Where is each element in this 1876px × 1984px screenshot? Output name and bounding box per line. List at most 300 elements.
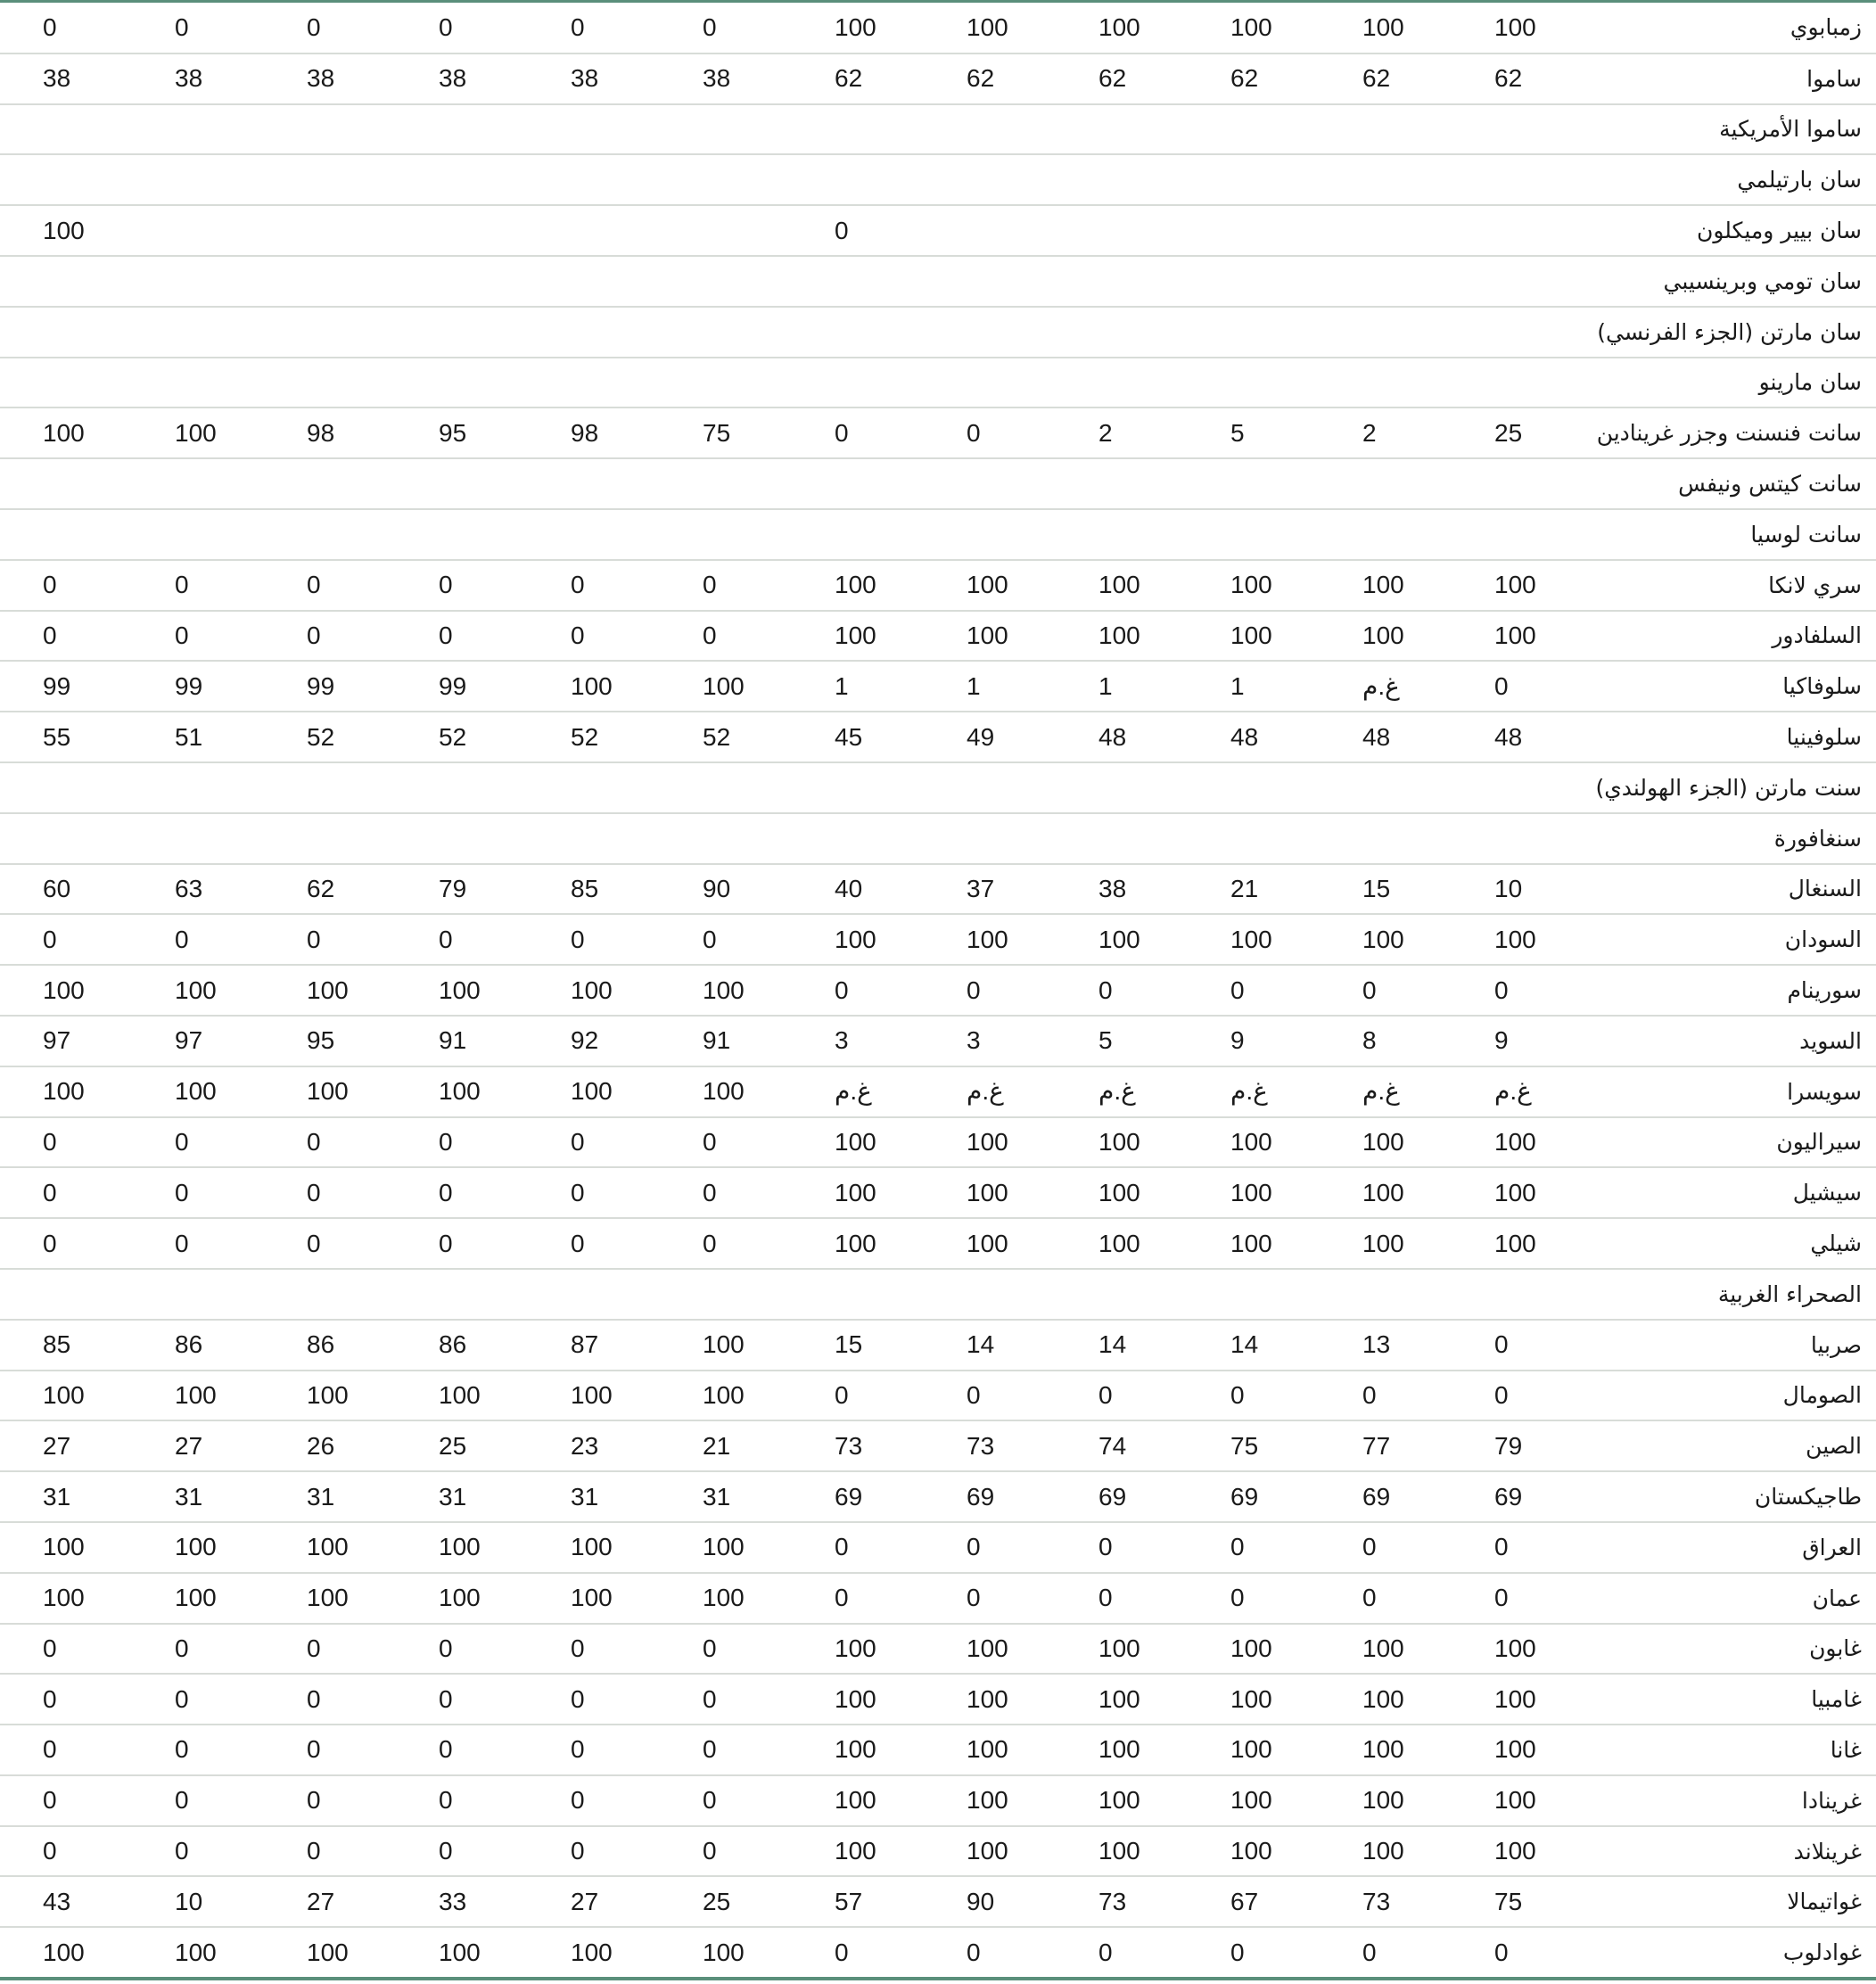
table-cell-value: 100: [792, 914, 924, 965]
table-cell-value: 100: [1188, 914, 1320, 965]
table-cell-value: 0: [0, 1826, 132, 1877]
table-cell-value: 0: [396, 611, 528, 662]
table-cell-value: [132, 205, 264, 256]
table-cell-value: 100: [528, 965, 660, 1016]
table-cell-value: 100: [660, 1573, 792, 1624]
table-row: [0, 560, 1876, 611]
table-cell-value: 100: [1056, 1167, 1188, 1218]
table-cell-value: 0: [132, 1167, 264, 1218]
table-cell-value: [264, 458, 396, 509]
table-cell-value: 100: [924, 914, 1056, 965]
table-cell-value: 100: [396, 1927, 528, 1978]
table-cell-value: 1: [792, 661, 924, 712]
table-cell-value: 0: [132, 1624, 264, 1675]
table-cell-value: 0: [1452, 965, 1584, 1016]
table-cell-value: [1452, 307, 1584, 358]
table-cell-value: 1: [1188, 661, 1320, 712]
table-cell-country: سورينام: [1584, 965, 1876, 1016]
table-row: [0, 205, 1876, 256]
table-cell-value: [1452, 1269, 1584, 1320]
table-cell-value: 100: [1320, 914, 1452, 965]
table-cell-value: [924, 256, 1056, 307]
table-cell-value: [528, 813, 660, 864]
table-cell-value: 0: [264, 611, 396, 662]
table-cell-country: سان بارتيلمي: [1584, 154, 1876, 205]
table-cell-value: 27: [264, 1876, 396, 1927]
table-cell-value: 100: [1188, 1775, 1320, 1826]
table-cell-value: 100: [0, 965, 132, 1016]
table-row: [0, 358, 1876, 408]
table-cell-value: 38: [396, 54, 528, 104]
table-cell-value: 99: [264, 661, 396, 712]
table-row: [0, 54, 1876, 104]
table-cell-value: 100: [1188, 1218, 1320, 1269]
table-cell-value: 79: [1452, 1420, 1584, 1471]
table-cell-value: 100: [1320, 611, 1452, 662]
table-cell-country: سان بيير وميكلون: [1584, 205, 1876, 256]
table-cell-value: 48: [1188, 712, 1320, 762]
table-cell-value: [924, 1269, 1056, 1320]
table-cell-value: 85: [0, 1320, 132, 1371]
table-cell-value: [396, 358, 528, 408]
table-cell-value: 69: [792, 1471, 924, 1522]
table-row: [0, 1624, 1876, 1675]
table-cell-value: 100: [528, 1371, 660, 1421]
table-cell-value: [396, 256, 528, 307]
table-cell-value: [924, 813, 1056, 864]
table-cell-value: 100: [1452, 1674, 1584, 1725]
table-cell-value: 100: [1320, 1117, 1452, 1168]
table-cell-value: 31: [528, 1471, 660, 1522]
table-cell-value: [528, 1269, 660, 1320]
table-cell-value: [1056, 154, 1188, 205]
table-cell-country: سلوفينيا: [1584, 712, 1876, 762]
table-cell-value: [1188, 458, 1320, 509]
table-cell-value: 62: [264, 864, 396, 915]
table-cell-value: 25: [660, 1876, 792, 1927]
table-cell-country: سنغافورة: [1584, 813, 1876, 864]
table-cell-value: 45: [792, 712, 924, 762]
table-cell-value: 31: [396, 1471, 528, 1522]
table-cell-country: سلوفاكيا: [1584, 661, 1876, 712]
table-cell-value: 100: [924, 1167, 1056, 1218]
table-cell-country: غرينلاند: [1584, 1826, 1876, 1877]
table-cell-value: 38: [1056, 864, 1188, 915]
table-cell-value: [660, 256, 792, 307]
table-cell-value: [264, 358, 396, 408]
table-cell-value: 100: [1320, 1775, 1452, 1826]
table-cell-value: 100: [264, 965, 396, 1016]
table-cell-value: 74: [1056, 1420, 1188, 1471]
table-cell-value: 100: [1188, 611, 1320, 662]
table-cell-value: [1056, 307, 1188, 358]
table-row: [0, 762, 1876, 813]
table-cell-value: 100: [1452, 3, 1584, 54]
table-cell-value: 100: [396, 1522, 528, 1573]
table-cell-value: [1452, 154, 1584, 205]
table-cell-value: 100: [1452, 560, 1584, 611]
table-cell-value: [1188, 104, 1320, 155]
table-cell-value: 100: [660, 1371, 792, 1421]
table-cell-value: 0: [660, 1117, 792, 1168]
table-cell-value: 100: [1188, 560, 1320, 611]
table-cell-value: [132, 358, 264, 408]
table-cell-value: [1188, 154, 1320, 205]
table-cell-value: [396, 154, 528, 205]
table-cell-value: 100: [396, 1371, 528, 1421]
table-cell-value: 69: [924, 1471, 1056, 1522]
table-cell-value: 100: [264, 1522, 396, 1573]
table-cell-value: 100: [1452, 1218, 1584, 1269]
table-cell-value: 0: [396, 1117, 528, 1168]
table-cell-value: 92: [528, 1016, 660, 1066]
table-cell-value: 38: [528, 54, 660, 104]
table-cell-value: [660, 205, 792, 256]
table-cell-value: [264, 205, 396, 256]
table-cell-value: 100: [0, 1573, 132, 1624]
table-cell-value: 95: [396, 408, 528, 458]
table-cell-value: 100: [1452, 611, 1584, 662]
table-row: [0, 1167, 1876, 1218]
table-cell-value: 0: [264, 1674, 396, 1725]
table-cell-value: 0: [528, 1117, 660, 1168]
table-cell-value: 38: [264, 54, 396, 104]
table-cell-value: 0: [660, 1167, 792, 1218]
table-cell-value: 5: [1056, 1016, 1188, 1066]
table-cell-value: 0: [1056, 1573, 1188, 1624]
table-cell-value: 5: [1188, 408, 1320, 458]
table-cell-value: [264, 813, 396, 864]
table-cell-value: 86: [264, 1320, 396, 1371]
table-cell-value: [264, 1269, 396, 1320]
table-cell-value: [792, 104, 924, 155]
table-cell-value: 0: [528, 1674, 660, 1725]
table-cell-value: 62: [1320, 54, 1452, 104]
table-cell-value: [396, 205, 528, 256]
table-cell-value: 100: [1452, 1826, 1584, 1877]
table-cell-value: 100: [1320, 1826, 1452, 1877]
table-cell-value: [132, 104, 264, 155]
table-cell-value: 0: [396, 1624, 528, 1675]
table-cell-value: 2: [1320, 408, 1452, 458]
table-cell-value: 0: [1452, 1371, 1584, 1421]
table-cell-value: 0: [132, 3, 264, 54]
table-cell-value: 0: [660, 1775, 792, 1826]
table-cell-value: [1320, 762, 1452, 813]
table-cell-value: 69: [1452, 1471, 1584, 1522]
table-cell-value: 90: [924, 1876, 1056, 1927]
table-cell-value: 38: [132, 54, 264, 104]
table-cell-value: 0: [1452, 1573, 1584, 1624]
table-cell-value: [924, 154, 1056, 205]
table-cell-value: 0: [264, 3, 396, 54]
table-row: [0, 509, 1876, 560]
table-cell-value: [1320, 358, 1452, 408]
table-cell-value: 100: [660, 1066, 792, 1117]
table-cell-value: 100: [1320, 1725, 1452, 1775]
table-row: [0, 1320, 1876, 1371]
table-cell-value: 0: [1188, 1927, 1320, 1978]
table-cell-value: 0: [0, 1674, 132, 1725]
table-cell-value: 27: [528, 1876, 660, 1927]
table-cell-value: [264, 509, 396, 560]
table-cell-value: 100: [1452, 1725, 1584, 1775]
table-cell-value: [396, 307, 528, 358]
table-cell-value: [528, 154, 660, 205]
table-cell-value: [792, 458, 924, 509]
table-cell-value: [132, 1269, 264, 1320]
table-cell-value: 0: [132, 560, 264, 611]
table-cell-value: 100: [792, 1674, 924, 1725]
table-cell-value: [132, 458, 264, 509]
table-cell-value: 63: [132, 864, 264, 915]
table-cell-value: 100: [132, 1573, 264, 1624]
table-cell-value: 0: [132, 1725, 264, 1775]
table-cell-value: غ.م: [1320, 1066, 1452, 1117]
table-cell-value: 0: [792, 1927, 924, 1978]
table-cell-value: 100: [792, 1775, 924, 1826]
table-cell-value: [132, 256, 264, 307]
table-cell-value: [1188, 762, 1320, 813]
table-cell-value: غ.م: [1320, 661, 1452, 712]
table-cell-value: 0: [0, 1167, 132, 1218]
table-cell-value: 0: [396, 1218, 528, 1269]
table-cell-value: 0: [792, 205, 924, 256]
table-body: [0, 3, 1876, 1978]
table-cell-value: 0: [1188, 1522, 1320, 1573]
table-cell-value: [1452, 813, 1584, 864]
table-cell-value: 100: [0, 205, 132, 256]
table-row: [0, 1775, 1876, 1826]
table-cell-value: 0: [924, 408, 1056, 458]
table-cell-value: 0: [924, 965, 1056, 1016]
table-row: [0, 256, 1876, 307]
table-row: [0, 1522, 1876, 1573]
table-cell-value: 0: [528, 1725, 660, 1775]
table-cell-value: 0: [1056, 1371, 1188, 1421]
table-cell-value: 75: [660, 408, 792, 458]
table-cell-value: غ.م: [792, 1066, 924, 1117]
table-cell-country: السلفادور: [1584, 611, 1876, 662]
table-cell-value: 100: [924, 1674, 1056, 1725]
table-cell-value: [0, 458, 132, 509]
table-cell-value: 91: [396, 1016, 528, 1066]
table-cell-value: 0: [264, 1117, 396, 1168]
table-cell-country: العراق: [1584, 1522, 1876, 1573]
table-cell-value: 0: [132, 1775, 264, 1826]
table-row: [0, 1826, 1876, 1877]
table-cell-value: 48: [1056, 712, 1188, 762]
table-cell-value: [396, 813, 528, 864]
table-cell-value: 100: [264, 1066, 396, 1117]
table-cell-value: 0: [0, 1117, 132, 1168]
table-cell-value: 21: [1188, 864, 1320, 915]
table-cell-value: 2: [1056, 408, 1188, 458]
table-cell-value: [1056, 458, 1188, 509]
table-cell-value: 73: [1056, 1876, 1188, 1927]
table-cell-country: عمان: [1584, 1573, 1876, 1624]
table-cell-value: 100: [396, 965, 528, 1016]
table-cell-value: غ.م: [1056, 1066, 1188, 1117]
table-cell-value: [1056, 813, 1188, 864]
table-cell-value: [1056, 762, 1188, 813]
table-cell-value: [132, 509, 264, 560]
table-cell-value: 48: [1320, 712, 1452, 762]
table-cell-value: [396, 1269, 528, 1320]
table-cell-value: 100: [1056, 560, 1188, 611]
table-cell-value: 100: [792, 1167, 924, 1218]
table-cell-value: 100: [660, 661, 792, 712]
table-cell-value: 99: [0, 661, 132, 712]
table-cell-value: 100: [1188, 1117, 1320, 1168]
table-cell-value: 9: [1452, 1016, 1584, 1066]
table-cell-value: 73: [792, 1420, 924, 1471]
table-cell-country: سري لانكا: [1584, 560, 1876, 611]
table-cell-country: الصين: [1584, 1420, 1876, 1471]
table-row: [0, 661, 1876, 712]
table-cell-value: 86: [132, 1320, 264, 1371]
table-cell-value: 62: [792, 54, 924, 104]
table-cell-value: [1188, 358, 1320, 408]
table-cell-value: 0: [132, 1674, 264, 1725]
table-cell-value: 87: [528, 1320, 660, 1371]
table-cell-value: 85: [528, 864, 660, 915]
table-cell-value: 100: [1452, 1117, 1584, 1168]
table-row: [0, 1066, 1876, 1117]
table-cell-country: الصومال: [1584, 1371, 1876, 1421]
table-cell-value: [528, 205, 660, 256]
table-cell-value: [528, 256, 660, 307]
table-row: [0, 154, 1876, 205]
table-cell-value: 0: [924, 1371, 1056, 1421]
table-cell-value: 62: [1188, 54, 1320, 104]
table-cell-country: غابون: [1584, 1624, 1876, 1675]
table-cell-value: [660, 458, 792, 509]
table-cell-value: 0: [528, 3, 660, 54]
table-cell-value: 100: [528, 1522, 660, 1573]
table-cell-value: 0: [1056, 1522, 1188, 1573]
table-cell-value: [1452, 205, 1584, 256]
table-cell-value: 1: [924, 661, 1056, 712]
table-cell-value: 100: [132, 1066, 264, 1117]
table-cell-value: 100: [660, 965, 792, 1016]
table-cell-value: 100: [924, 3, 1056, 54]
table-cell-value: [132, 307, 264, 358]
table-cell-value: [1452, 358, 1584, 408]
table-cell-value: 48: [1452, 712, 1584, 762]
table-cell-value: 97: [0, 1016, 132, 1066]
table-cell-value: 100: [264, 1927, 396, 1978]
table-cell-value: 100: [1320, 1674, 1452, 1725]
table-cell-value: 0: [660, 1624, 792, 1675]
table-cell-value: 0: [1320, 965, 1452, 1016]
table-cell-value: 43: [0, 1876, 132, 1927]
table-row: [0, 813, 1876, 864]
table-cell-country: غامبيا: [1584, 1674, 1876, 1725]
table-row: [0, 965, 1876, 1016]
table-cell-value: 27: [0, 1420, 132, 1471]
table-cell-value: 100: [1188, 1826, 1320, 1877]
table-row: [0, 3, 1876, 54]
table-cell-value: [924, 509, 1056, 560]
table-cell-value: 100: [1320, 3, 1452, 54]
table-cell-value: 0: [1452, 1927, 1584, 1978]
table-cell-value: 0: [528, 1218, 660, 1269]
table-cell-value: 100: [0, 1927, 132, 1978]
table-cell-value: 100: [1056, 914, 1188, 965]
table-cell-value: 100: [1452, 1624, 1584, 1675]
table-cell-value: 0: [792, 965, 924, 1016]
table-cell-value: 100: [1056, 3, 1188, 54]
table-cell-value: [1320, 1269, 1452, 1320]
table-cell-value: 15: [792, 1320, 924, 1371]
table-cell-value: 62: [1056, 54, 1188, 104]
table-cell-value: 0: [0, 1725, 132, 1775]
table-cell-value: [660, 154, 792, 205]
table-cell-value: 0: [1320, 1522, 1452, 1573]
table-cell-country: غوادلوب: [1584, 1927, 1876, 1978]
table-cell-value: 100: [132, 408, 264, 458]
table-cell-value: 100: [528, 1927, 660, 1978]
table-row: [0, 1876, 1876, 1927]
table-cell-value: 100: [132, 1927, 264, 1978]
table-cell-value: 100: [1056, 1624, 1188, 1675]
table-cell-value: 52: [264, 712, 396, 762]
table-cell-country: السودان: [1584, 914, 1876, 965]
table-cell-value: 0: [264, 560, 396, 611]
table-cell-value: 0: [1452, 1522, 1584, 1573]
table-cell-value: 75: [1188, 1420, 1320, 1471]
table-cell-value: [792, 509, 924, 560]
table-cell-value: 1: [1056, 661, 1188, 712]
table-cell-value: 21: [660, 1420, 792, 1471]
table-cell-value: 69: [1320, 1471, 1452, 1522]
table-cell-value: 100: [1056, 1826, 1188, 1877]
table-cell-value: 0: [924, 1927, 1056, 1978]
table-cell-value: [1188, 813, 1320, 864]
table-cell-value: 0: [660, 1725, 792, 1775]
table-cell-value: [396, 104, 528, 155]
table-row: [0, 408, 1876, 458]
table-cell-value: 100: [1188, 1674, 1320, 1725]
table-cell-value: 25: [1452, 408, 1584, 458]
table-cell-value: [1320, 154, 1452, 205]
table-cell-value: 0: [396, 914, 528, 965]
table-cell-country: سان مارينو: [1584, 358, 1876, 408]
table-cell-value: [0, 1269, 132, 1320]
table-cell-value: 31: [132, 1471, 264, 1522]
table-cell-value: 14: [1056, 1320, 1188, 1371]
table-cell-value: [924, 358, 1056, 408]
table-cell-value: [264, 762, 396, 813]
table-cell-value: 100: [1056, 611, 1188, 662]
table-cell-value: 62: [924, 54, 1056, 104]
table-cell-value: 0: [396, 1167, 528, 1218]
table-cell-country: غواتيمالا: [1584, 1876, 1876, 1927]
table-cell-value: [924, 762, 1056, 813]
table-cell-value: 100: [1056, 1674, 1188, 1725]
table-cell-value: [660, 509, 792, 560]
table-cell-value: 0: [528, 1775, 660, 1826]
table-row: [0, 1471, 1876, 1522]
table-cell-value: 0: [396, 3, 528, 54]
table-cell-country: السنغال: [1584, 864, 1876, 915]
table-row: [0, 1927, 1876, 1978]
table-cell-value: 79: [396, 864, 528, 915]
table-cell-value: 100: [132, 1371, 264, 1421]
table-cell-country: سانت كيتس ونيفس: [1584, 458, 1876, 509]
table-cell-country: السويد: [1584, 1016, 1876, 1066]
